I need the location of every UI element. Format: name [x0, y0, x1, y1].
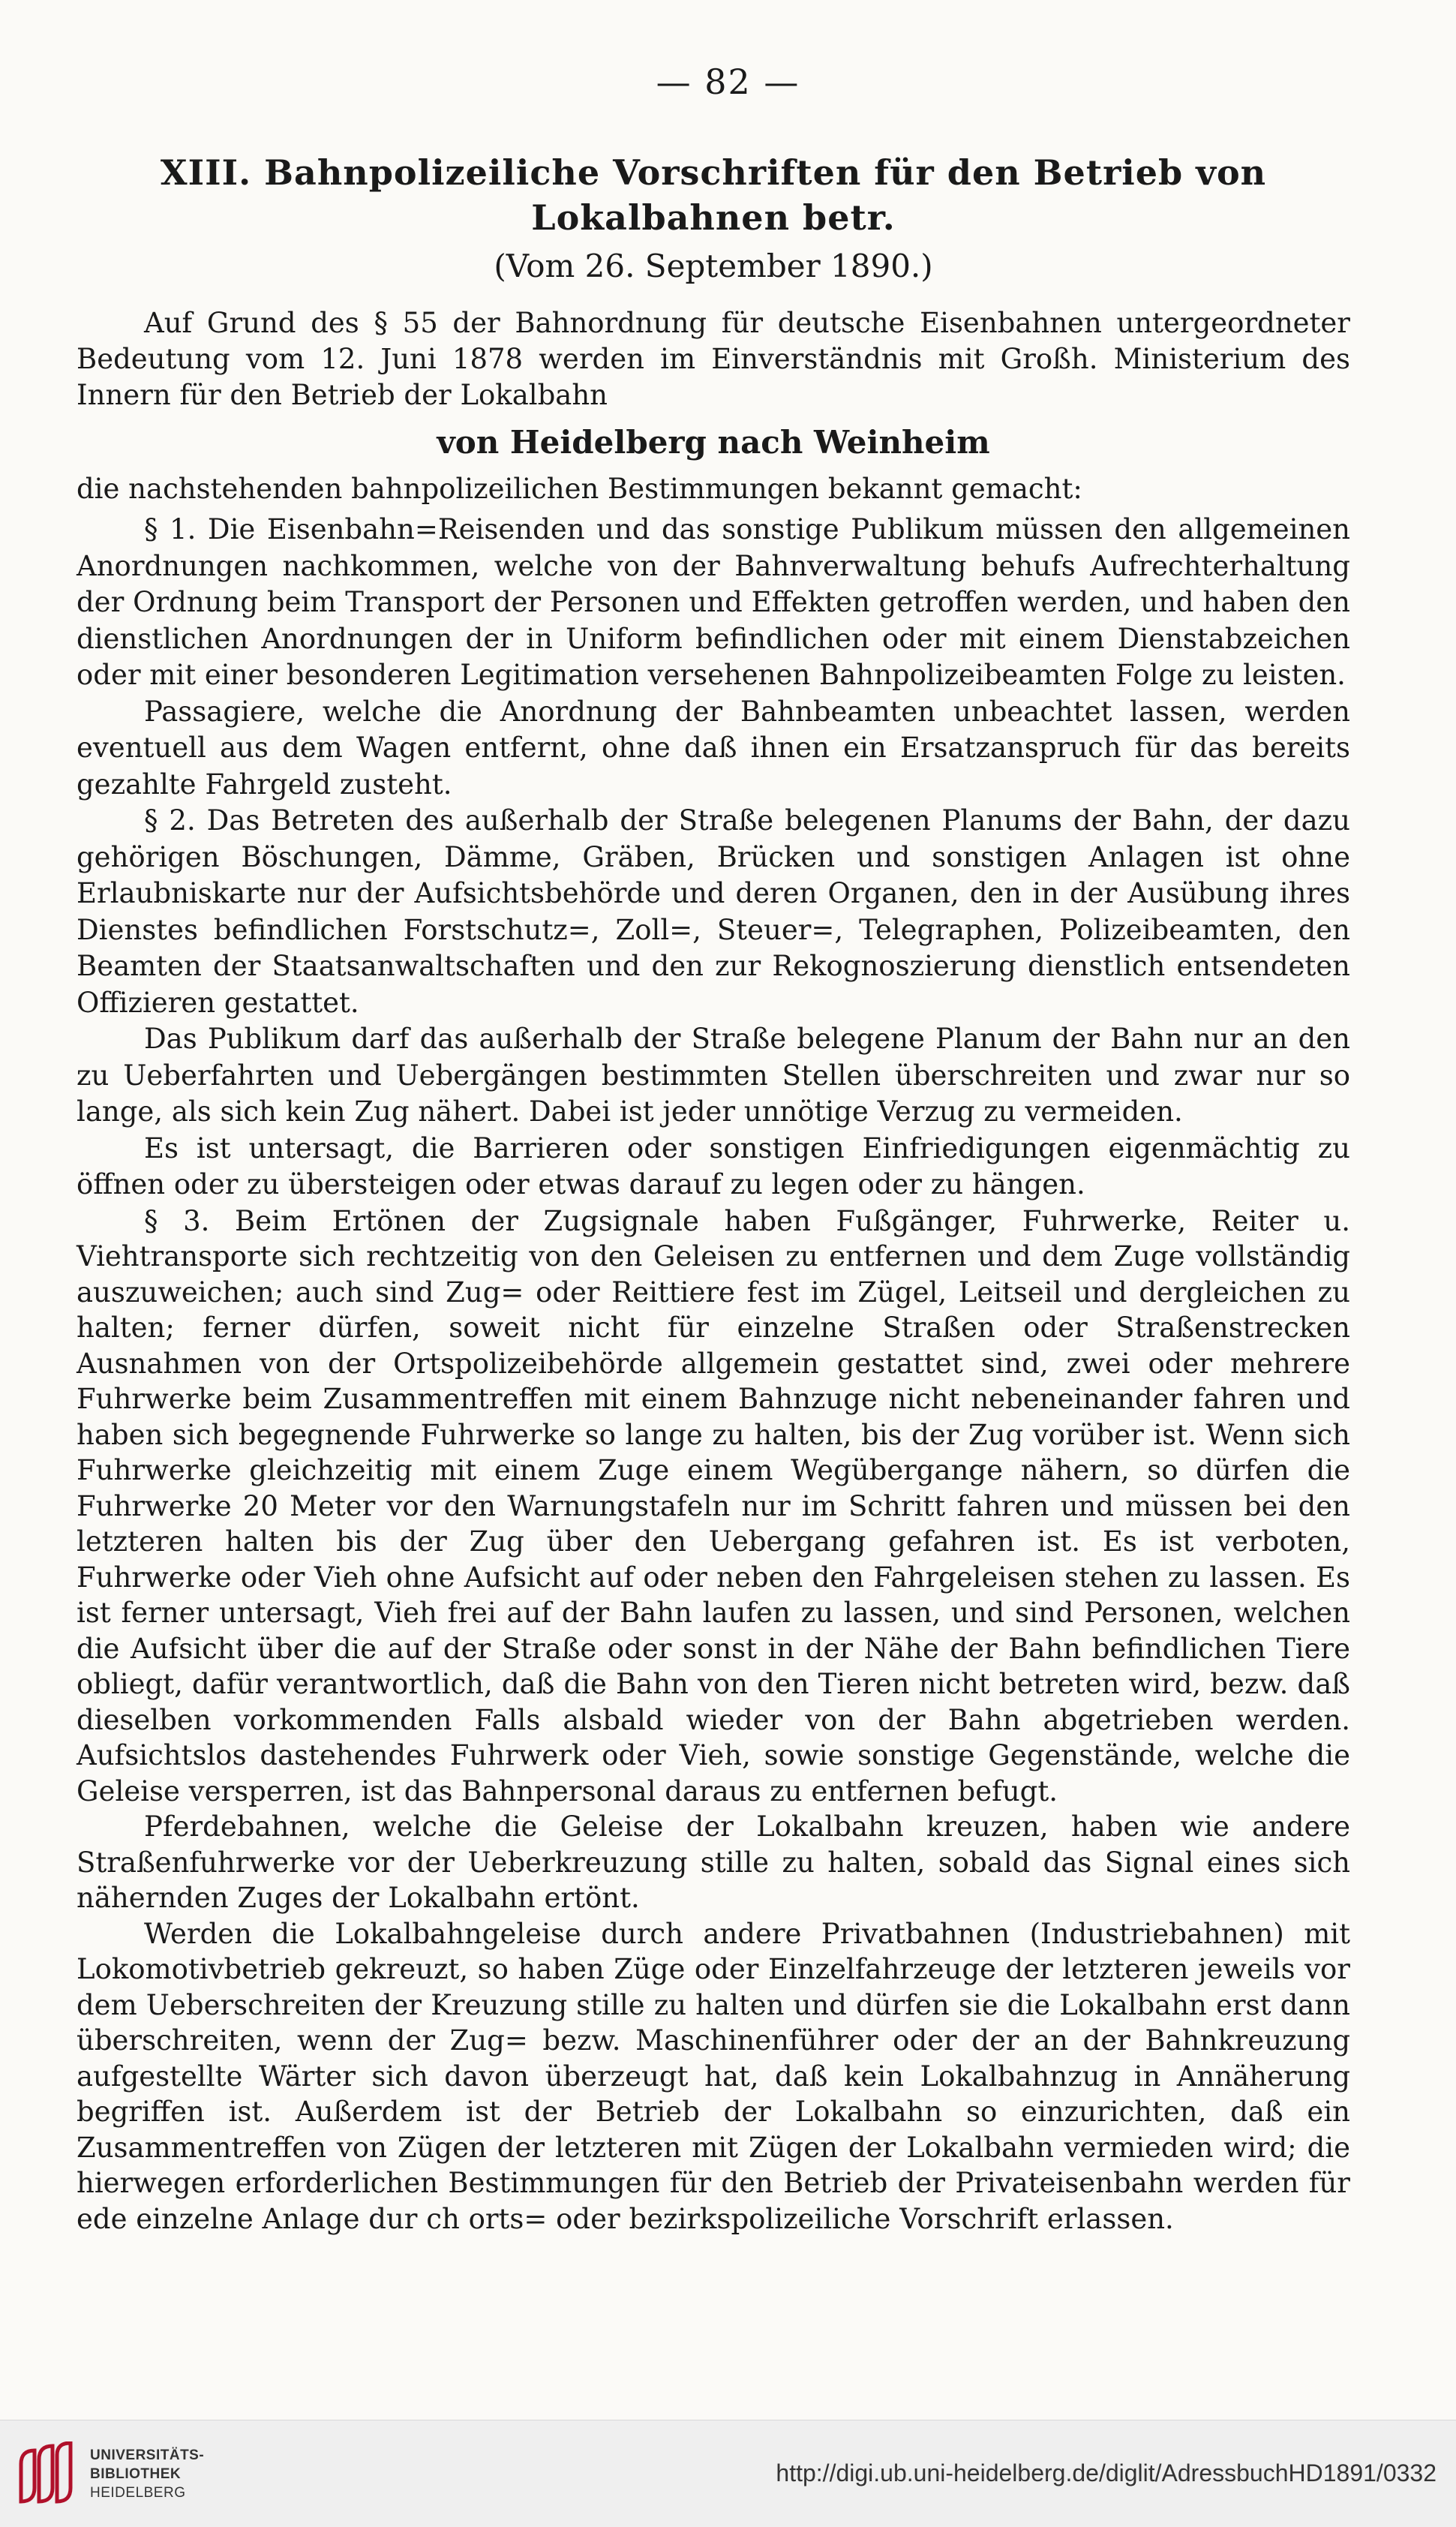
- paragraph-2: Passagiere, welche die Anordnung der Bahnbeamten unbeachtet lassen, werden eventuell aus dem Wagen entfernt, ohne daß ihnen ein Ersatzanspruch für das bereits gezahlte Fahrgeld zusteht.: [77, 695, 1350, 801]
- library-name: [90, 2446, 204, 2502]
- paragraph-6: § 3. Beim Ertönen der Zugsignale haben Fußgänger, Fuhrwerke, Reiter u. Viehtransporte sich rechtzeitig von den Geleisen zu entfernen und dem Zuge vollständig auszuweichen; auch sind Zug= oder Reittiere fest im Zügel, Leitseil und dergleichen zu halten; ferner dürfen, soweit nicht für einzelne Straßen oder Straßenstrecken Ausnahmen von der Ortspolizeibehörde allgemein gestattet sind, zwei oder mehrere Fuhrwerke beim Zusammentreffen mit einem Bahnzuge nicht nebeneinander fahren und haben sich begegnende Fuhrwerke so lange zu halten, bis der Zug vorüber ist. Wenn sich Fuhrwerke gleichzeitig mit einem Zuge einem Wegübergange nähern, so dürfen die Fuhrwerke 20 Meter vor den Warnungstafeln nur im Schritt fahren und müssen bei den letzteren halten bis der Zug über den Uebergang gefahren ist. Es ist verboten, Fuhrwerke oder Vieh ohne Aufsicht auf oder neben den Fahrgeleisen stehen zu lassen. Es ist ferner untersagt, Vieh frei auf der Bahn laufen zu lassen, und sind Personen, welchen die Aufsicht über die auf der Straße oder sonst in der Nähe der Bahn befindlichen Tiere obliegt, dafür verantwortlich, daß die Bahn von den Tieren nicht betreten wird, bezw. daß dieselben vorkommenden Falls alsbald wieder von der Bahn abgetrieben werden. Aufsichtslos dastehendes Fuhrwerk oder Vieh, sowie sonstige Gegenstände, welche die Geleise versperren, ist das Bahnpersonal daraus zu entfernen befugt.: [77, 1204, 1350, 1807]
- page-content: [77, 150, 1350, 2237]
- paragraph-3: § 2. Das Betreten des außerhalb der Straße belegenen Planums der Bahn, der dazu gehörigen Böschungen, Dämme, Gräben, Brücken und sonstigen Anlagen ist ohne Erlaubniskarte nur der Aufsichtsbehörde und deren Organen, den in der Ausübung ihres Dienstes befindlichen Forstschutz=, Zoll=, Steuer=, Telegraphen, Polizeibeamten, den Beamten der Staatsanwaltschaften und den zur Rekognoszierung dienstlich entsendeten Offizieren gestattet.: [77, 804, 1350, 1019]
- library-name-line1: UNIVERSITÄTS-: [90, 2447, 205, 2463]
- viewer-footer: [0, 2420, 1456, 2527]
- route-heading: von Heidelberg nach Weinheim: [437, 424, 990, 461]
- paragraph-7: Pferdebahnen, welche die Geleise der Lokalbahn kreuzen, haben wie andere Straßenfuhrwerke vor der Ueberkreuzung stille zu halten, sobald das Signal eines sich nähernden Zuges der Lokalbahn ertönt.: [77, 1810, 1350, 1914]
- paragraph-4: Das Publikum darf das außerhalb der Straße belegene Planum der Bahn nur an den zu Ueberfahrten und Uebergängen bestimmten Stellen überschreiten und zwar nur so lange, als sich kein Zug nähert. Dabei ist jeder unnötige Verzug zu vermeiden.: [77, 1023, 1350, 1128]
- section-date: (Vom 26. September 1890.): [494, 248, 933, 284]
- paragraph-5: Es ist untersagt, die Barrieren oder sonstigen Einfriedigungen eigenmächtig zu öffnen oder zu übersteigen oder etwas darauf zu legen oder zu hängen.: [77, 1131, 1350, 1200]
- library-name-line2: BIBLIOTHEK: [90, 2466, 182, 2482]
- intro-paragraph: Auf Grund des § 55 der Bahnordnung für deutsche Eisenbahnen untergeordneter Bedeutung vom 12. Juni 1878 werden im Einverständnis mit Großh. Ministerium des Innern für den Betrieb der Lokalbahn: [77, 307, 1350, 411]
- source-url-link[interactable]: http://digi.ub.uni-heidelberg.de/diglit/AdressbuchHD1891/0332: [776, 2459, 1436, 2486]
- section-title: XIII. Bahnpolizeiliche Vorschriften für den Betrieb von Lokalbahnen betr.: [160, 152, 1267, 238]
- paragraph-8: Werden die Lokalbahngeleise durch andere Privatbahnen (Industriebahnen) mit Lokomotivbetrieb gekreuzt, so haben Züge oder Einzelfahrzeuge der letzteren jeweils vor dem Ueberschreiten der Kreuzung stille zu halten und dürfen sie die Lokalbahn erst dann überschreiten, wenn der Zug= bezw. Maschinenführer oder der an der Bahnkreuzung aufgestellte Wärter sich davon überzeugt hat, daß kein Lokalbahnzug in Annäherung begriffen ist. Außerdem ist der Betrieb der Lokalbahn so einzurichten, daß ein Zusammentreffen von Zügen der letzteren mit Zügen der Lokalbahn vermieden wird; die hierwegen erforderlichen Bestimmungen für den Betrieb der Privateisenbahn werden für ede einzelne Anlage dur ch orts= oder bezirkspolizeiliche Vorschrift erlassen.: [77, 1917, 1350, 2235]
- library-name-line3: HEIDELBERG: [90, 2485, 186, 2501]
- lead-line: die nachstehenden bahnpolizeilichen Bestimmungen bekannt gemacht:: [77, 473, 1082, 505]
- university-library-logo[interactable]: [14, 2441, 81, 2509]
- page-number: — 82 —: [656, 62, 800, 102]
- paragraph-1: § 1. Die Eisenbahn=Reisenden und das sonstige Publikum müssen den allgemeinen Anordnungen nachkommen, welche von der Bahnverwaltung behufs Aufrechterhaltung der Ordnung beim Transport der Personen und Effekten getroffen werden, und haben den dienstlichen Anordnungen der in Uniform befindlichen oder mit einem Dienstabzeichen oder mit einer besonderen Legitimation versehenen Bahnpolizeibeamten Folge zu leisten.: [77, 513, 1350, 691]
